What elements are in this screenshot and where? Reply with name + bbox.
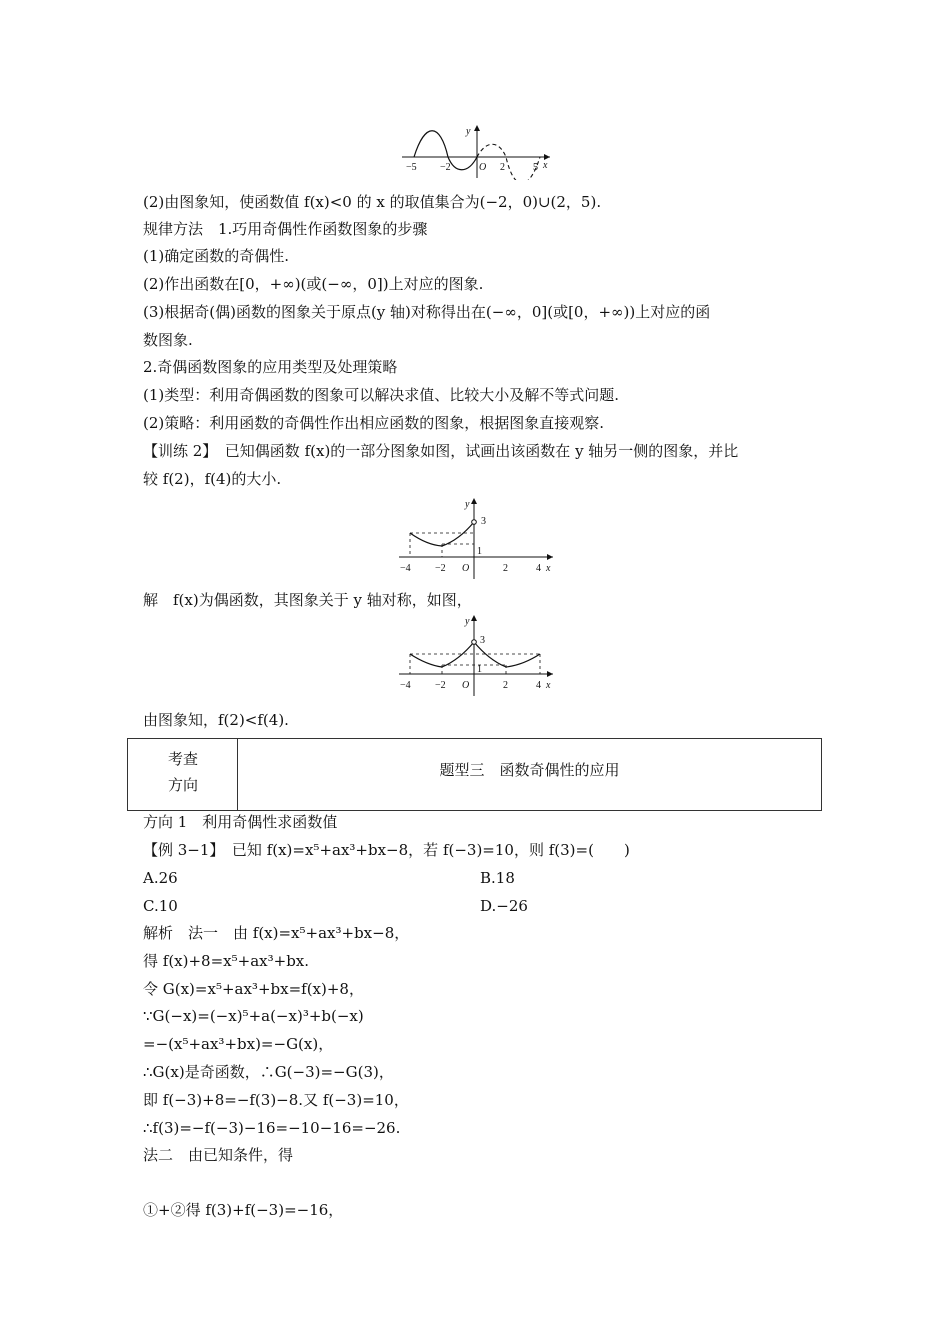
text-line: 较 f(2)，f(4)的大小. xyxy=(143,470,282,488)
figure-partial-even-function xyxy=(395,495,560,580)
table-topic-cell: 题型三 函数奇偶性的应用 xyxy=(439,761,620,779)
text-line: 解析 法一 由 f(x)=x⁵+ax³+bx−8， xyxy=(143,924,410,942)
text-line: 由图象知，f(2)<f(4). xyxy=(143,711,289,729)
option-d: D.−26 xyxy=(480,897,528,915)
text-line: ∴f(3)=−f(−3)−16=−10−16=−26. xyxy=(143,1119,401,1137)
text-line: (3)根据奇(偶)函数的图象关于原点(y 轴)对称得出在(−∞，0](或[0，+∞))上对应的函 xyxy=(143,303,711,321)
y-tick-3: 3 xyxy=(480,635,485,646)
text-line: ∴G(x)是奇函数，∴G(−3)=−G(3)， xyxy=(143,1063,394,1081)
option-b: B.18 xyxy=(480,869,515,887)
y-axis-label: y xyxy=(465,499,470,510)
y-tick-1: 1 xyxy=(477,664,482,675)
tick-4: 4 xyxy=(536,680,541,691)
text-line: 令 G(x)=x⁵+ax³+bx=f(x)+8， xyxy=(143,980,364,998)
text-line: 即 f(−3)+8=−f(3)−8.又 f(−3)=10， xyxy=(143,1091,409,1109)
text-line: 2.奇偶函数图象的应用类型及处理策略 xyxy=(143,358,398,376)
origin-label: O xyxy=(462,563,470,574)
text-line: 【训练 2】 已知偶函数 f(x)的一部分图象如图，试画出该函数在 y 轴另一侧的图象，并比 xyxy=(143,442,739,460)
tick-neg5: −5 xyxy=(406,162,417,173)
text-line: (2)由图象知，使函数值 f(x)<0 的 x 的取值集合为(−2，0)∪(2，5). xyxy=(143,193,602,211)
x-axis-label: x xyxy=(546,680,551,691)
tick-neg2: −2 xyxy=(435,680,446,691)
tick-2: 2 xyxy=(503,563,508,574)
table-header-cell xyxy=(128,739,238,810)
option-a: A.26 xyxy=(143,869,178,887)
text-line: (2)作出函数在[0，+∞)(或(−∞，0])上对应的图象. xyxy=(143,275,484,293)
y-axis-label: y xyxy=(466,126,471,137)
tick-neg4: −4 xyxy=(400,680,411,691)
tick-2: 2 xyxy=(500,162,505,173)
origin-label: O xyxy=(479,162,487,173)
y-tick-3: 3 xyxy=(481,516,486,527)
text-line: 解 f(x)为偶函数，其图象关于 y 轴对称，如图， xyxy=(143,591,472,609)
text-line: ①+②得 f(3)+f(−3)=−16， xyxy=(143,1201,344,1219)
text-line: ∵G(−x)=(−x)⁵+a(−x)³+b(−x) xyxy=(143,1007,364,1025)
text-line: 方向 1 利用奇偶性求函数值 xyxy=(143,813,338,831)
text-line: 规律方法 1.巧用奇偶性作函数图象的步骤 xyxy=(143,220,428,238)
figure-odd-function-graph xyxy=(400,122,560,180)
origin-label: O xyxy=(462,680,470,691)
tick-neg2: −2 xyxy=(435,563,446,574)
text-line: (2)策略：利用函数的奇偶性作出相应函数的图象，根据图象直接观察. xyxy=(143,414,605,432)
text-line: 【例 3−1】 已知 f(x)=x⁵+ax³+bx−8，若 f(−3)=10，则 f(3)=( ) xyxy=(143,841,630,859)
tick-neg2: −2 xyxy=(440,162,451,173)
text-line: 法二 由已知条件，得 xyxy=(143,1146,294,1164)
tick-2: 2 xyxy=(503,680,508,691)
section-table xyxy=(127,738,822,811)
text-line: 数图象. xyxy=(143,331,193,349)
x-axis-label: x xyxy=(543,160,548,171)
tick-neg4: −4 xyxy=(400,563,411,574)
table-header-line1: 考查 xyxy=(167,750,198,768)
y-axis-label: y xyxy=(465,616,470,627)
tick-4: 4 xyxy=(536,563,541,574)
text-line: =−(x⁵+ax³+bx)=−G(x)， xyxy=(143,1035,334,1053)
x-axis-label: x xyxy=(546,563,551,574)
tick-5: 5 xyxy=(533,162,538,173)
text-line: (1)确定函数的奇偶性. xyxy=(143,247,290,265)
text-line: 得 f(x)+8=x⁵+ax³+bx. xyxy=(143,952,310,970)
figure-full-even-function xyxy=(395,612,560,697)
option-c: C.10 xyxy=(143,897,178,915)
y-tick-1: 1 xyxy=(477,546,482,557)
table-header-line2: 方向 xyxy=(167,776,198,794)
text-line: (1)类型：利用奇偶函数的图象可以解决求值、比较大小及解不等式问题. xyxy=(143,386,620,404)
